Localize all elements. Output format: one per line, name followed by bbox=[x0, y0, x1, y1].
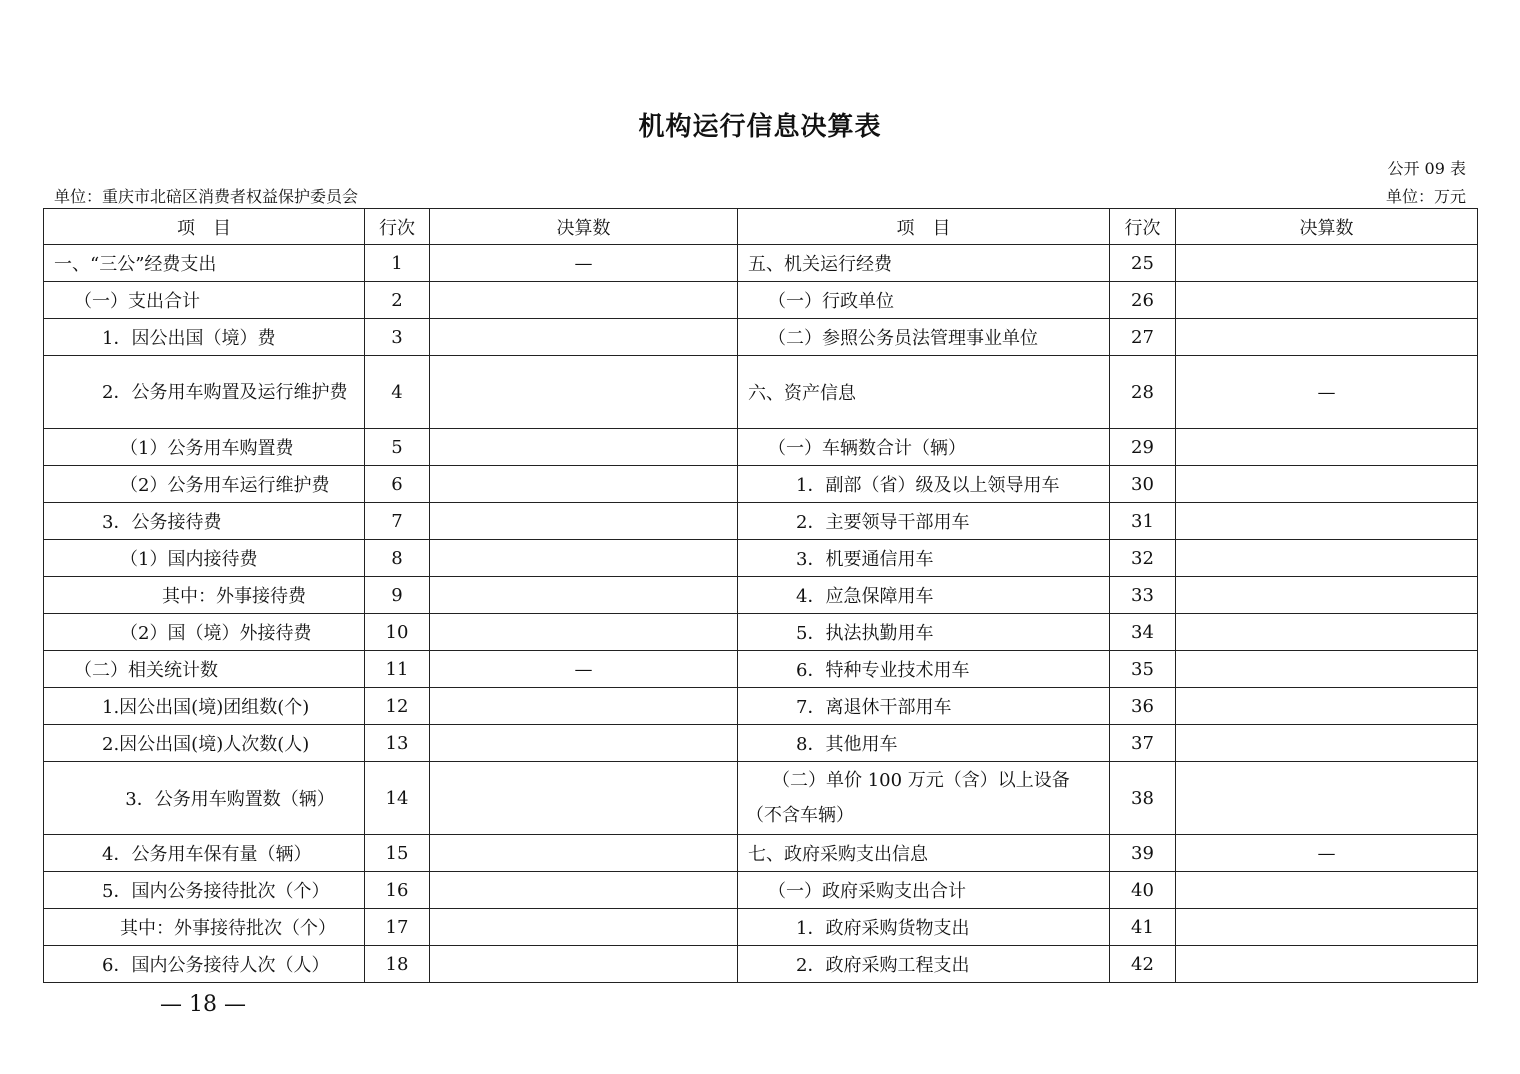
row-item-label-left: 4．公务用车保有量（辆） bbox=[44, 835, 365, 872]
table-row bbox=[44, 540, 1478, 577]
row-item-label-left: 其中：外事接待批次（个） bbox=[44, 909, 365, 946]
row-number-right: 40 bbox=[1110, 872, 1176, 909]
row-item-label-right: 6．特种专业技术用车 bbox=[738, 651, 1110, 688]
row-item-label-right: （一）车辆数合计（辆） bbox=[738, 429, 1110, 466]
table-row bbox=[44, 282, 1478, 319]
row-value-left: — bbox=[430, 245, 738, 282]
col-header-row-no-right: 行次 bbox=[1110, 209, 1176, 245]
row-item-label-left: （2）国（境）外接待费 bbox=[44, 614, 365, 651]
row-number-right: 29 bbox=[1110, 429, 1176, 466]
table-row bbox=[44, 466, 1478, 503]
row-number-right: 34 bbox=[1110, 614, 1176, 651]
row-number-left: 6 bbox=[365, 466, 430, 503]
row-item-label-left: （一）支出合计 bbox=[44, 282, 365, 319]
row-value-left bbox=[430, 356, 738, 429]
row-item-label-left: 3．公务接待费 bbox=[44, 503, 365, 540]
row-value-right bbox=[1176, 245, 1478, 282]
currency-unit: 单位：万元 bbox=[1385, 187, 1466, 206]
table-row bbox=[44, 762, 1478, 835]
row-item-label-right: 4．应急保障用车 bbox=[738, 577, 1110, 614]
row-number-left: 5 bbox=[365, 429, 430, 466]
row-value-right bbox=[1176, 762, 1478, 835]
row-number-left: 4 bbox=[365, 356, 430, 429]
row-item-label-right: 五、机关运行经费 bbox=[738, 245, 1110, 282]
row-item-label-right: （一）行政单位 bbox=[738, 282, 1110, 319]
row-value-right bbox=[1176, 282, 1478, 319]
row-value-left bbox=[430, 282, 738, 319]
row-number-right: 28 bbox=[1110, 356, 1176, 429]
table-header-row bbox=[44, 209, 1478, 245]
row-value-left bbox=[430, 872, 738, 909]
form-code: 公开 09 表 bbox=[1387, 159, 1466, 178]
row-number-right: 33 bbox=[1110, 577, 1176, 614]
row-number-left: 3 bbox=[365, 319, 430, 356]
col-header-item-left: 项 目 bbox=[44, 209, 365, 245]
row-value-left: — bbox=[430, 651, 738, 688]
table-row bbox=[44, 356, 1478, 429]
row-number-left: 13 bbox=[365, 725, 430, 762]
row-item-label-left: （1）国内接待费 bbox=[44, 540, 365, 577]
row-number-left: 7 bbox=[365, 503, 430, 540]
table-row bbox=[44, 503, 1478, 540]
row-item-label-right: （一）政府采购支出合计 bbox=[738, 872, 1110, 909]
page-title: 机构运行信息决算表 bbox=[638, 112, 882, 142]
row-item-label-right: 5．执法执勤用车 bbox=[738, 614, 1110, 651]
row-item-label-left: 3．公务用车购置数（辆） bbox=[44, 762, 365, 835]
row-value-right: — bbox=[1176, 356, 1478, 429]
row-item-label-right: 六、资产信息 bbox=[738, 356, 1110, 429]
row-number-left: 12 bbox=[365, 688, 430, 725]
row-item-label-left: 2．公务用车购置及运行维护费 bbox=[44, 356, 365, 429]
row-item-label-right: 8．其他用车 bbox=[738, 725, 1110, 762]
row-number-left: 8 bbox=[365, 540, 430, 577]
row-value-right bbox=[1176, 540, 1478, 577]
table-row bbox=[44, 835, 1478, 872]
row-number-left: 9 bbox=[365, 577, 430, 614]
row-value-left bbox=[430, 429, 738, 466]
row-item-label-right: 3．机要通信用车 bbox=[738, 540, 1110, 577]
row-number-right: 35 bbox=[1110, 651, 1176, 688]
col-header-value-left: 决算数 bbox=[430, 209, 738, 245]
table-row bbox=[44, 245, 1478, 282]
row-number-right: 42 bbox=[1110, 946, 1176, 983]
row-number-right: 26 bbox=[1110, 282, 1176, 319]
row-item-label-right: 1．副部（省）级及以上领导用车 bbox=[738, 466, 1110, 503]
row-item-label-right: （二）参照公务员法管理事业单位 bbox=[738, 319, 1110, 356]
table-row bbox=[44, 429, 1478, 466]
row-number-left: 1 bbox=[365, 245, 430, 282]
row-number-left: 15 bbox=[365, 835, 430, 872]
row-value-right bbox=[1176, 872, 1478, 909]
col-header-item-right: 项 目 bbox=[738, 209, 1110, 245]
col-header-row-no-left: 行次 bbox=[365, 209, 430, 245]
row-item-label-left: 一、“三公”经费支出 bbox=[44, 245, 365, 282]
row-number-right: 31 bbox=[1110, 503, 1176, 540]
row-item-label-right: （二）单价 100 万元（含）以上设备（不含车辆） bbox=[738, 762, 1110, 835]
row-number-right: 32 bbox=[1110, 540, 1176, 577]
final-accounts-table bbox=[43, 208, 1478, 983]
row-item-label-right: 7．离退休干部用车 bbox=[738, 688, 1110, 725]
row-item-label-left: （2）公务用车运行维护费 bbox=[44, 466, 365, 503]
row-value-left bbox=[430, 466, 738, 503]
row-value-right bbox=[1176, 614, 1478, 651]
row-number-right: 36 bbox=[1110, 688, 1176, 725]
row-item-label-left: （1）公务用车购置费 bbox=[44, 429, 365, 466]
row-value-right bbox=[1176, 909, 1478, 946]
table-row bbox=[44, 651, 1478, 688]
row-item-label-left: 1．因公出国（境）费 bbox=[44, 319, 365, 356]
row-number-right: 38 bbox=[1110, 762, 1176, 835]
table-row bbox=[44, 725, 1478, 762]
row-number-right: 37 bbox=[1110, 725, 1176, 762]
table-row bbox=[44, 688, 1478, 725]
row-number-right: 39 bbox=[1110, 835, 1176, 872]
row-item-label-left: 6．国内公务接待人次（人） bbox=[44, 946, 365, 983]
table-row bbox=[44, 872, 1478, 909]
row-value-right bbox=[1176, 577, 1478, 614]
row-number-left: 11 bbox=[365, 651, 430, 688]
row-value-left bbox=[430, 688, 738, 725]
row-value-left bbox=[430, 946, 738, 983]
row-value-right bbox=[1176, 725, 1478, 762]
row-item-label-left: （二）相关统计数 bbox=[44, 651, 365, 688]
table-row bbox=[44, 319, 1478, 356]
row-value-right bbox=[1176, 466, 1478, 503]
row-value-left bbox=[430, 503, 738, 540]
row-number-right: 27 bbox=[1110, 319, 1176, 356]
row-value-left bbox=[430, 762, 738, 835]
row-value-right bbox=[1176, 651, 1478, 688]
row-value-right bbox=[1176, 688, 1478, 725]
row-value-right bbox=[1176, 319, 1478, 356]
row-item-label-left: 其中：外事接待费 bbox=[44, 577, 365, 614]
row-item-label-right: 七、政府采购支出信息 bbox=[738, 835, 1110, 872]
table-row bbox=[44, 946, 1478, 983]
row-number-left: 2 bbox=[365, 282, 430, 319]
reporting-unit: 单位：重庆市北碚区消费者权益保护委员会 bbox=[54, 187, 359, 206]
row-number-left: 17 bbox=[365, 909, 430, 946]
table-row bbox=[44, 614, 1478, 651]
row-item-label-left: 5．国内公务接待批次（个） bbox=[44, 872, 365, 909]
row-value-right bbox=[1176, 946, 1478, 983]
row-number-right: 41 bbox=[1110, 909, 1176, 946]
row-item-label-right: 2．主要领导干部用车 bbox=[738, 503, 1110, 540]
row-value-right bbox=[1176, 503, 1478, 540]
row-number-right: 30 bbox=[1110, 466, 1176, 503]
row-value-left bbox=[430, 577, 738, 614]
row-number-left: 18 bbox=[365, 946, 430, 983]
row-number-right: 25 bbox=[1110, 245, 1176, 282]
row-value-left bbox=[430, 909, 738, 946]
row-value-left bbox=[430, 725, 738, 762]
row-number-left: 14 bbox=[365, 762, 430, 835]
row-value-left bbox=[430, 540, 738, 577]
row-item-label-left: 2.因公出国(境)人次数(人) bbox=[44, 725, 365, 762]
table-row bbox=[44, 577, 1478, 614]
row-value-left bbox=[430, 835, 738, 872]
row-number-left: 10 bbox=[365, 614, 430, 651]
row-value-right bbox=[1176, 429, 1478, 466]
row-item-label-right: 2．政府采购工程支出 bbox=[738, 946, 1110, 983]
row-value-right: — bbox=[1176, 835, 1478, 872]
row-value-left bbox=[430, 319, 738, 356]
row-number-left: 16 bbox=[365, 872, 430, 909]
row-item-label-right: 1．政府采购货物支出 bbox=[738, 909, 1110, 946]
row-item-label-left: 1.因公出国(境)团组数(个) bbox=[44, 688, 365, 725]
col-header-value-right: 决算数 bbox=[1176, 209, 1478, 245]
row-value-left bbox=[430, 614, 738, 651]
page-number: — 18 — bbox=[160, 992, 246, 1017]
table-row bbox=[44, 909, 1478, 946]
